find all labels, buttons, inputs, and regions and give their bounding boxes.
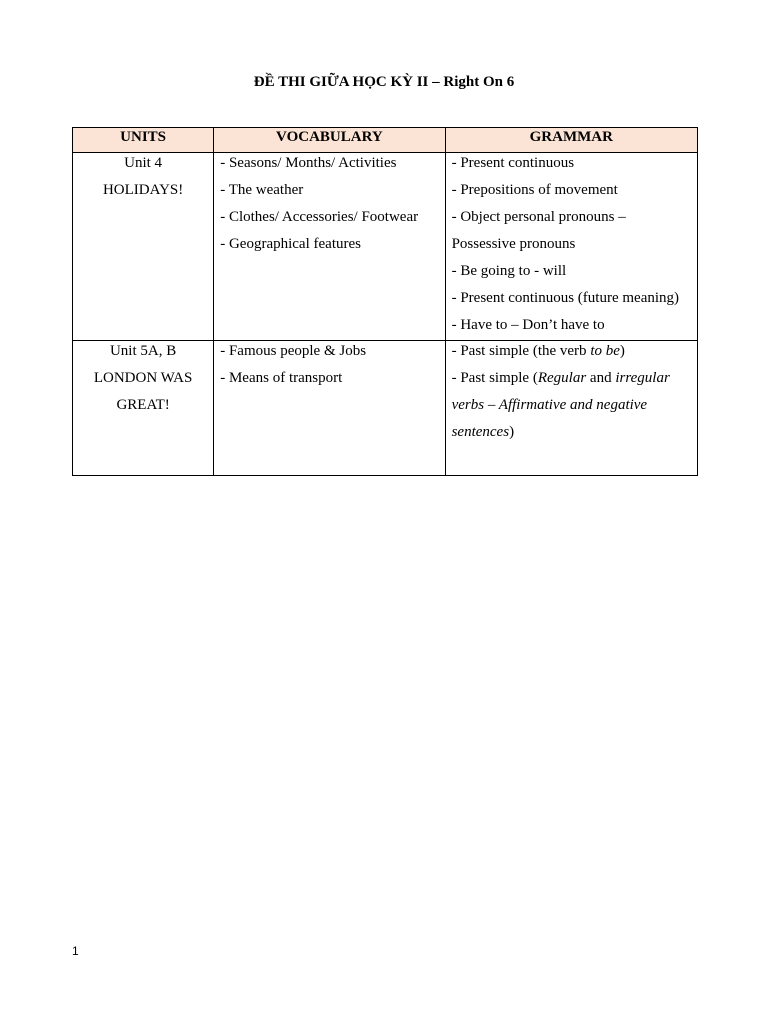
units-cell (73, 341, 214, 476)
grammar-emphasis: verbs – Affirmative and negative (451, 397, 648, 413)
grammar-item: - Be going to - will (451, 263, 567, 279)
grammar-item: - Present continuous (451, 155, 575, 171)
unit-title: LONDON WAS (93, 370, 193, 386)
grammar-cell (445, 341, 697, 476)
grammar-item (452, 365, 691, 392)
document-title: ĐỀ THI GIỮA HỌC KỲ II – Right On 6 (253, 74, 515, 90)
header-vocabulary: VOCABULARY (214, 128, 445, 153)
unit-title: HOLIDAYS! (102, 182, 184, 198)
vocabulary-item: - Famous people & Jobs (220, 343, 367, 359)
grammar-item: - Object personal pronouns – (451, 209, 626, 225)
table-header-row (73, 128, 698, 153)
vocabulary-cell (214, 341, 445, 476)
vocabulary-item: - Seasons/ Months/ Activities (220, 155, 397, 171)
grammar-emphasis: sentences (451, 424, 510, 440)
unit-number: Unit 4 (124, 155, 163, 171)
unit-title: GREAT! (116, 397, 170, 413)
grammar-item (452, 419, 691, 446)
vocabulary-item: - The weather (220, 182, 304, 198)
grammar-text: and (586, 370, 616, 386)
grammar-item: - Present continuous (future meaning) (451, 290, 680, 306)
grammar-cell (445, 153, 697, 341)
grammar-text: - Past simple (the verb (451, 343, 591, 359)
grammar-emphasis: irregular (615, 370, 670, 386)
table-row (73, 341, 698, 476)
units-cell (73, 153, 214, 341)
grammar-emphasis: to be (590, 343, 620, 359)
grammar-text: ) (509, 424, 515, 440)
grammar-emphasis: Regular (537, 370, 587, 386)
unit-number: Unit 5A, B (109, 343, 177, 359)
vocabulary-item: - Geographical features (220, 236, 361, 252)
vocabulary-item: - Clothes/ Accessories/ Footwear (220, 209, 419, 225)
header-grammar: GRAMMAR (445, 128, 697, 153)
page-number: 1 (72, 944, 79, 958)
vocabulary-item: - Means of transport (220, 370, 343, 386)
grammar-text: ) (619, 343, 625, 359)
table-row (73, 153, 698, 341)
grammar-item: - Prepositions of movement (451, 182, 618, 198)
syllabus-table (72, 127, 698, 476)
grammar-text: - Past simple ( (451, 370, 538, 386)
grammar-item (452, 338, 691, 365)
grammar-item (452, 392, 691, 419)
grammar-item: - Have to – Don’t have to (451, 317, 605, 333)
header-units: UNITS (73, 128, 214, 153)
vocabulary-cell (214, 153, 445, 341)
grammar-item: Possessive pronouns (451, 236, 576, 252)
